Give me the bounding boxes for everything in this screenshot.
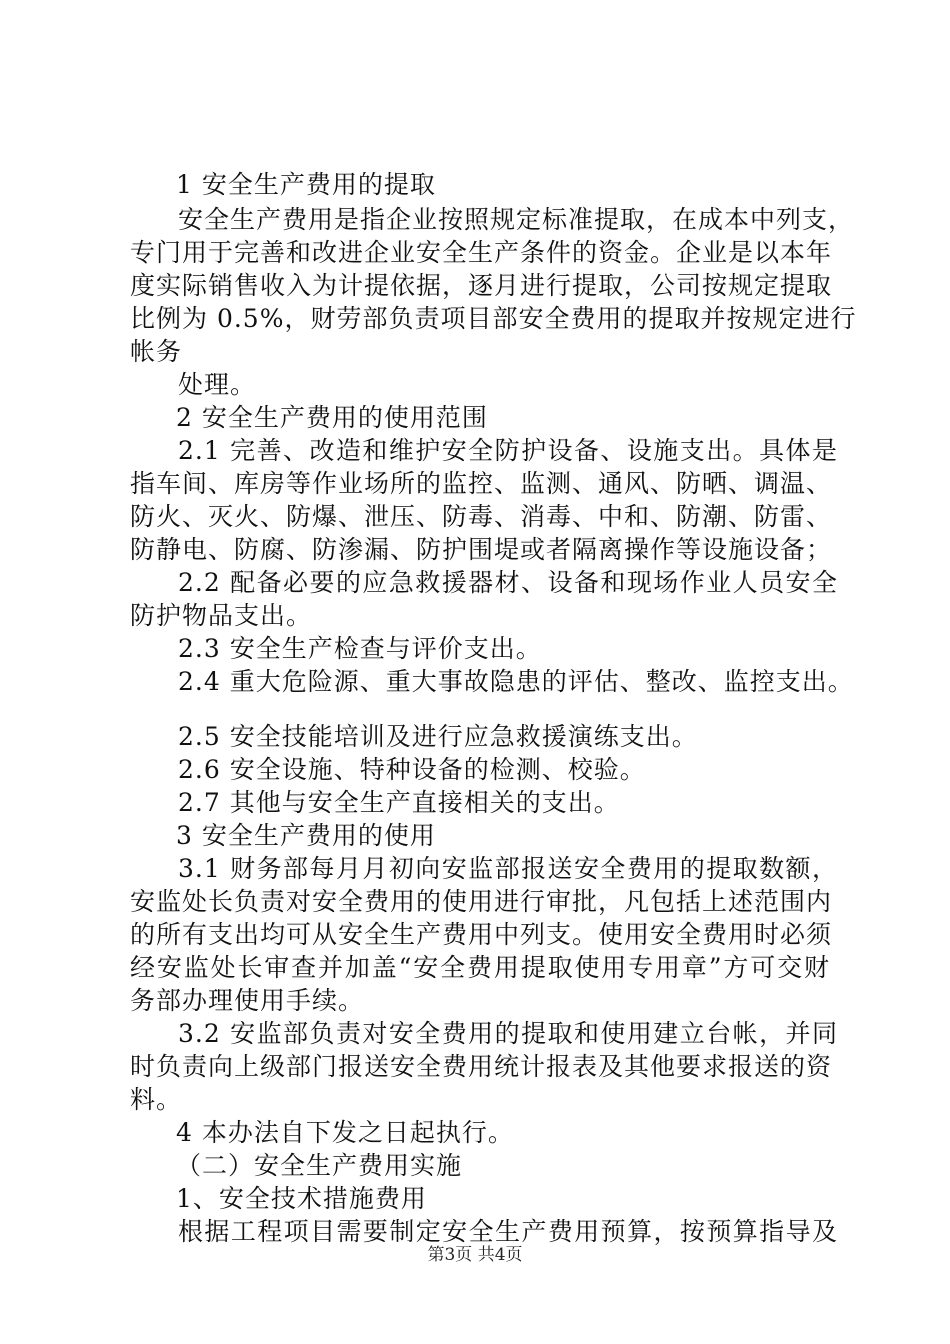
- paragraph-line: 2.1 完善、改造和维护安全防护设备、设施支出。具体是: [178, 436, 838, 465]
- subsection-heading: （二）安全生产费用实施: [176, 1151, 463, 1180]
- paragraph-line: 防护物品支出。: [130, 601, 313, 630]
- paragraph-line: 3.1 财务部每月月初向安监部报送安全费用的提取数额，: [178, 854, 838, 883]
- paragraph-line: 2.2 配备必要的应急救援器材、设备和现场作业人员安全: [178, 568, 838, 597]
- section-heading-2: 2 安全生产费用的使用范围: [176, 403, 488, 432]
- section-heading-4: 4 本办法自下发之日起执行。: [176, 1118, 514, 1147]
- paragraph-line: 经安监处长审查并加盖“安全费用提取使用专用章”方可交财: [130, 953, 830, 982]
- paragraph-line: 安全生产费用是指企业按照规定标准提取，在成本中列支，: [178, 205, 855, 234]
- paragraph-line: 指车间、库房等作业场所的监控、监测、通风、防晒、调温、: [130, 469, 833, 498]
- list-item: 2.6 安全设施、特种设备的检测、校验。: [178, 755, 646, 784]
- paragraph-line: 料。: [130, 1085, 183, 1114]
- list-item: 2.5 安全技能培训及进行应急救援演练支出。: [178, 722, 698, 751]
- paragraph-line: 防火、灭火、防爆、泄压、防毒、消毒、中和、防潮、防雷、: [130, 502, 833, 531]
- subsection-heading: 1、安全技术措施费用: [176, 1184, 427, 1213]
- paragraph-line: 比例为 0.5%，财劳部负责项目部安全费用的提取并按规定进行: [130, 304, 857, 333]
- section-heading-3: 3 安全生产费用的使用: [176, 821, 436, 850]
- section-heading-1: 1 安全生产费用的提取: [176, 170, 436, 199]
- list-item: 2.4 重大危险源、重大事故隐患的评估、整改、监控支出。: [178, 667, 854, 696]
- list-item: 2.7 其他与安全生产直接相关的支出。: [178, 788, 620, 817]
- page-number-footer: 第3页 共4页: [427, 1245, 523, 1265]
- paragraph-line: 的所有支出均可从安全生产费用中列支。使用安全费用时必须: [130, 920, 833, 949]
- paragraph-line: 帐务: [130, 337, 183, 366]
- paragraph-line: 时负责向上级部门报送安全费用统计报表及其他要求报送的资: [130, 1052, 833, 1081]
- paragraph-line: 专门用于完善和改进企业安全生产条件的资金。企业是以本年: [130, 238, 833, 267]
- paragraph-line: 防静电、防腐、防渗漏、防护围堤或者隔离操作等设施设备；: [130, 535, 833, 564]
- paragraph-line: 务部办理使用手续。: [130, 986, 365, 1015]
- paragraph-line: 根据工程项目需要制定安全生产费用预算，按预算指导及: [178, 1217, 838, 1246]
- paragraph-line: 3.2 安监部负责对安全费用的提取和使用建立台帐，并同: [178, 1019, 838, 1048]
- list-item: 2.3 安全生产检查与评价支出。: [178, 634, 542, 663]
- paragraph-line: 安监处长负责对安全费用的使用进行审批，凡包括上述范围内: [130, 887, 833, 916]
- paragraph-line: 处理。: [178, 370, 257, 399]
- paragraph-line: 度实际销售收入为计提依据，逐月进行提取，公司按规定提取: [130, 271, 833, 300]
